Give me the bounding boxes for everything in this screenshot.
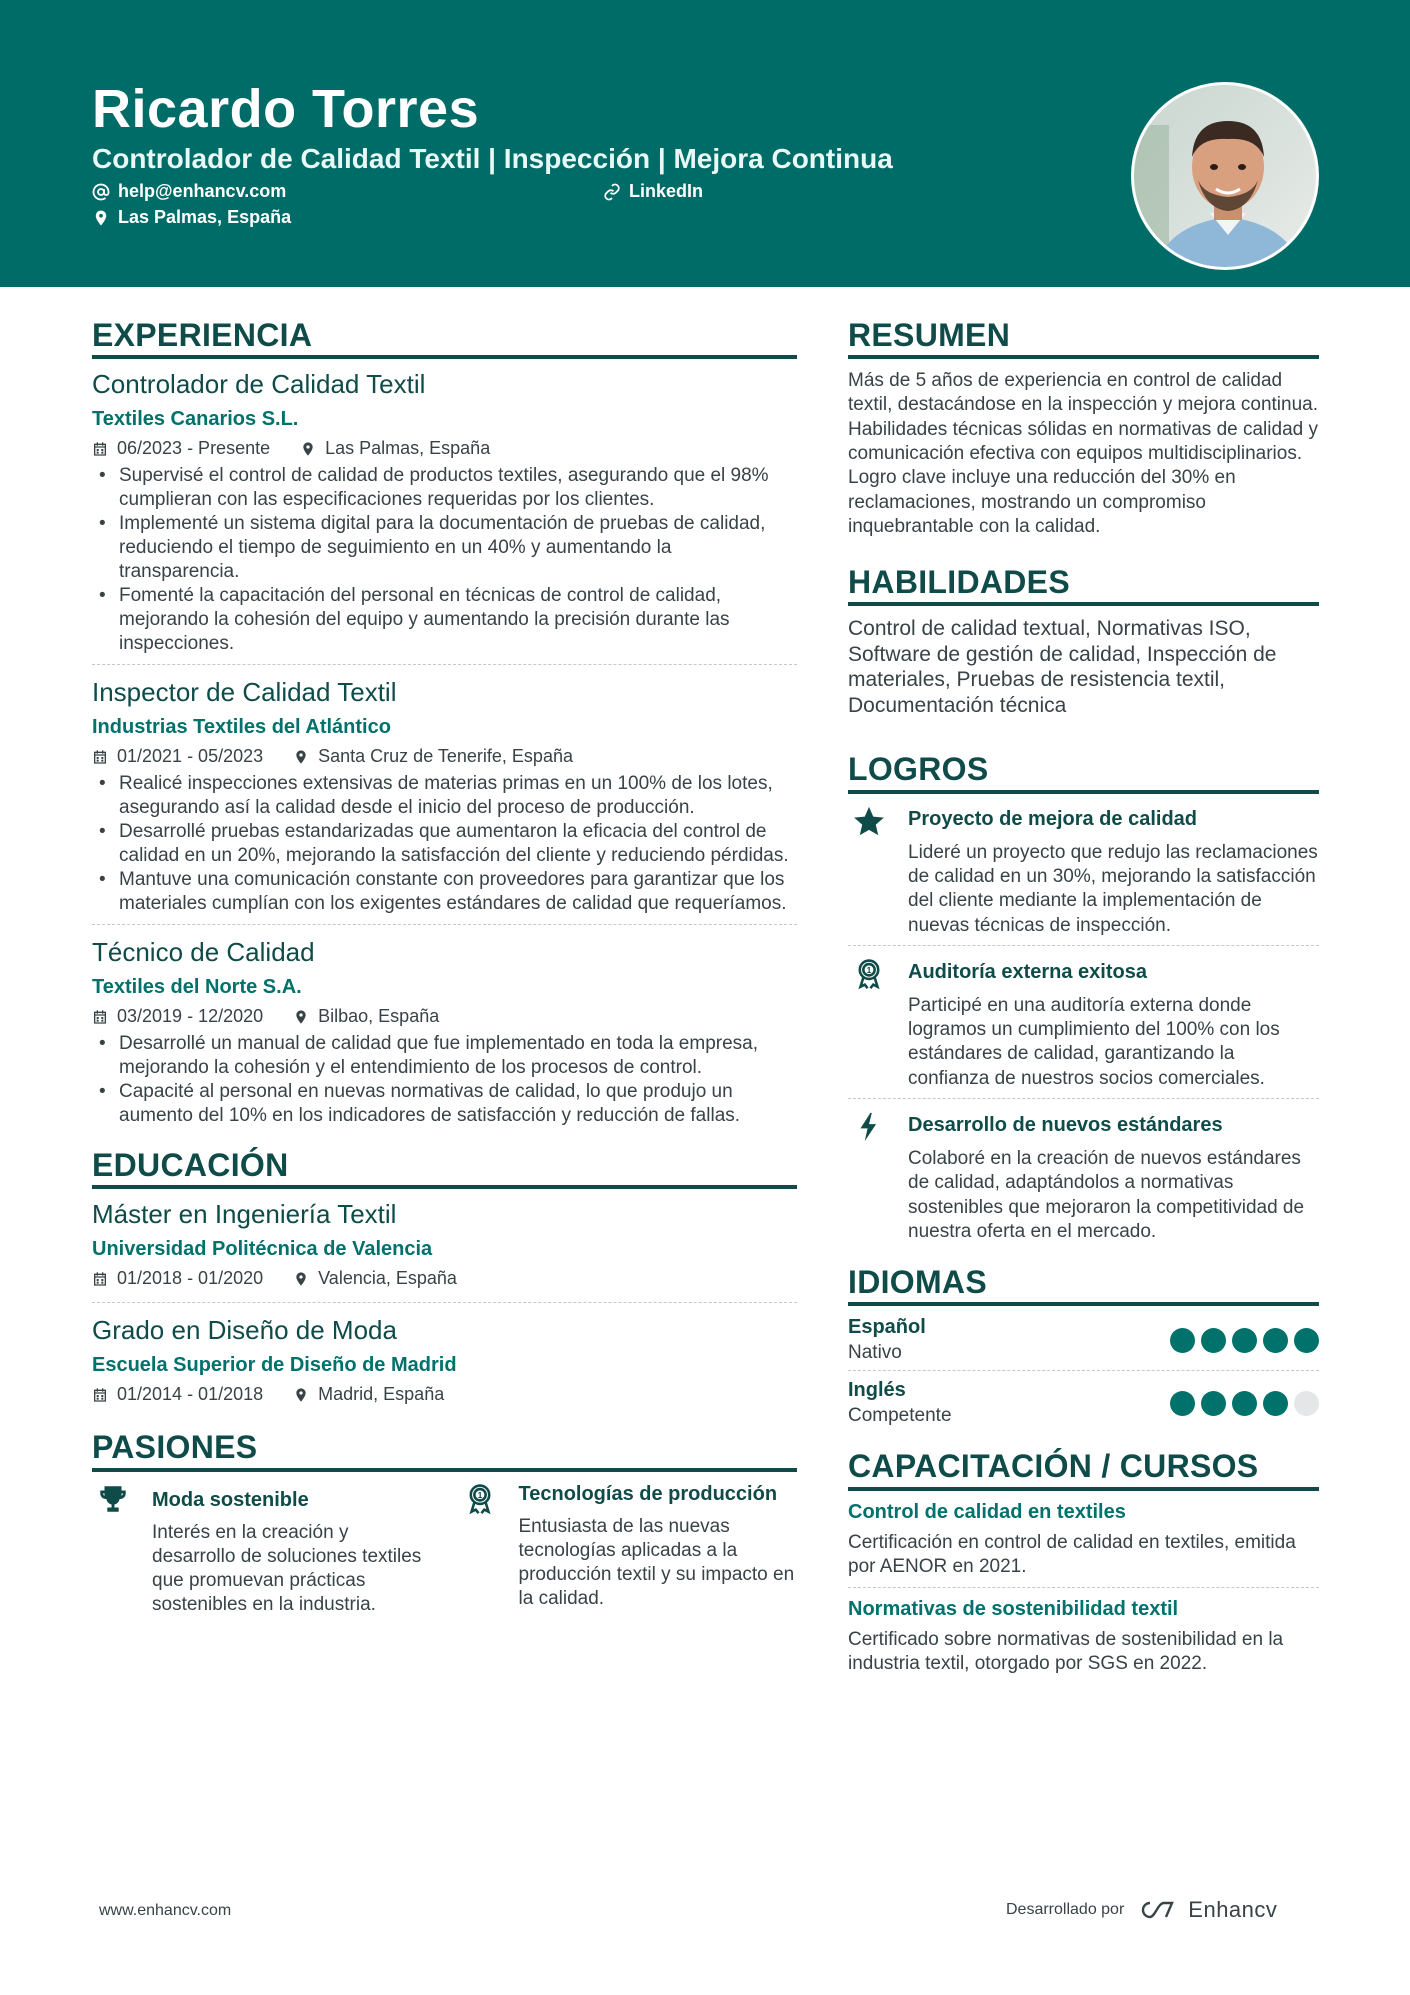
course-text: Certificación en control de calidad en textiles, emitida por AENOR en 2021. — [848, 1531, 1296, 1577]
bullet-item: • Mantuve una comunicación constante con proveedores para garantizar que los materiales cumplían con los exigentes estándares de calidad que requeríamos. — [92, 868, 797, 916]
job-dates: 01/2021 - 05/2023 — [117, 746, 264, 767]
language-level: Nativo — [848, 1342, 902, 1364]
education-location: Madrid, España — [318, 1384, 445, 1405]
education-meta — [92, 1268, 797, 1289]
job-entry — [92, 677, 797, 925]
bullet-item: • Desarrollé un manual de calidad que fue implementado en toda la empresa, mejorando la cohesión y el entendimiento de los procesos de control. — [92, 1032, 797, 1080]
job-meta — [92, 1006, 797, 1027]
job-bullets — [92, 1032, 797, 1128]
rating-dot-filled — [1263, 1328, 1288, 1353]
svg-text:1: 1 — [866, 964, 872, 975]
candidate-title: Controlador de Calidad Textil | Inspección | Mejora Continua — [92, 143, 893, 174]
passion-text: Interés en la creación y desarrollo de soluciones textiles que promuevan prácticas sostenibles en la industria. — [152, 1521, 422, 1616]
calendar-icon — [92, 749, 108, 765]
job-location: Bilbao, España — [318, 1006, 440, 1027]
bolt-icon — [852, 1110, 886, 1144]
education-location: Valencia, España — [318, 1268, 457, 1289]
summary-heading: RESUMEN — [848, 318, 1319, 359]
rating-dot-filled — [1263, 1391, 1288, 1416]
bullet-item: • Supervisé el control de calidad de productos textiles, asegurando que el 98% cumplieran con las especificaciones requeridas por los clientes. — [92, 464, 797, 512]
education-heading: EDUCACIÓN — [92, 1148, 797, 1189]
calendar-icon — [92, 1009, 108, 1025]
achievement-title: Proyecto de mejora de calidad — [908, 807, 1197, 830]
left-column — [92, 318, 797, 1618]
enhancv-logo[interactable] — [1136, 1897, 1277, 1923]
linkedin-text: LinkedIn — [629, 181, 704, 201]
job-bullets — [92, 464, 797, 656]
job-meta — [92, 438, 797, 459]
bullet-item: • Realicé inspecciones extensivas de materias primas en un 100% de los lotes, asegurando así la calidad desde el inicio del proceso de producción. — [92, 772, 797, 820]
calendar-icon — [92, 441, 108, 457]
right-column — [848, 318, 1319, 1695]
passions-list — [92, 1482, 797, 1618]
language-item — [848, 1316, 1319, 1371]
award-icon — [852, 957, 886, 991]
course-item — [848, 1501, 1319, 1589]
language-level: Competente — [848, 1405, 952, 1427]
map-pin-icon — [293, 749, 309, 765]
degree-title: Máster en Ingeniería Textil — [92, 1199, 397, 1230]
rating-dot-filled — [1294, 1328, 1319, 1353]
education-entry — [92, 1315, 797, 1418]
language-name: Español — [848, 1316, 926, 1339]
achievement-text: Participé en una auditoría externa donde logramos un cumplimiento del 100% con los estándares de calidad, garantizando la confianza de nuestros socios comerciales. — [908, 994, 1280, 1089]
star-icon — [852, 804, 886, 838]
language-item — [848, 1379, 1319, 1433]
bullet-item: • Fomenté la capacitación del personal en técnicas de control de calidad, mejorando la cohesión del equipo y aumentando la precisión durante las inspecciones. — [92, 584, 797, 656]
rating-dot-filled — [1170, 1391, 1195, 1416]
passion-text: Entusiasta de las nuevas tecnologías aplicadas a la producción textil y su impacto en la calidad. — [518, 1515, 795, 1610]
bullet-item: • Implementé un sistema digital para la documentación de pruebas de calidad, reduciendo el tiempo de seguimiento en un 40% y aumentando la transparencia. — [92, 512, 797, 584]
brand-name: Enhancv — [1188, 1897, 1278, 1922]
job-location: Las Palmas, España — [325, 438, 491, 459]
school-name: Universidad Politécnica de Valencia — [92, 1238, 433, 1261]
enhancv-logo-icon — [1136, 1898, 1182, 1922]
bullet-item: • Desarrollé pruebas estandarizadas que aumentaron la eficacia del control de calidad en un 20%, mejorando la satisfacción del cliente y reduciendo pérdidas. — [92, 820, 797, 868]
job-title: Inspector de Calidad Textil — [92, 677, 397, 708]
education-dates: 01/2014 - 01/2018 — [117, 1384, 264, 1405]
achievement-item — [848, 957, 1319, 1099]
job-dates: 06/2023 - Presente — [117, 438, 271, 459]
achievement-title: Auditoría externa exitosa — [908, 960, 1147, 983]
job-bullets — [92, 772, 797, 916]
award-icon — [463, 1482, 497, 1516]
summary-text: Más de 5 años de experiencia en control de calidad textil, destacándose en la inspección y mejora continua. Habilidades técnicas sólidas en normativas de calidad y comunicación efectiva con equipos multidisciplinarios. Logro clave incluye una reducción del 30% en reclamaciones, mostrando un compromiso inquebrantable con la calidad. — [848, 370, 1318, 537]
svg-text:1: 1 — [477, 1489, 482, 1500]
education-entry — [92, 1199, 797, 1303]
company-name: Textiles Canarios S.L. — [92, 408, 299, 431]
achievement-item — [848, 804, 1319, 946]
linkedin-contact[interactable] — [603, 181, 703, 202]
job-location: Santa Cruz de Tenerife, España — [318, 746, 573, 767]
profile-photo — [1131, 82, 1319, 270]
job-entry — [92, 937, 797, 1136]
achievement-title: Desarrollo de nuevos estándares — [908, 1114, 1223, 1137]
avatar-image — [1134, 85, 1319, 270]
footer-website[interactable]: www.enhancv.com — [99, 1902, 232, 1919]
passion-title: Tecnologías de producción — [518, 1482, 778, 1505]
job-entry — [92, 369, 797, 665]
language-name: Inglés — [848, 1379, 906, 1402]
rating-dot-filled — [1201, 1391, 1226, 1416]
email-contact[interactable] — [92, 181, 286, 202]
course-text: Certificado sobre normativas de sostenibilidad en la industria textil, otorgado por SGS en 2022. — [848, 1629, 1284, 1675]
language-rating — [1170, 1391, 1319, 1416]
calendar-icon — [92, 1271, 108, 1287]
footer-branding — [1006, 1897, 1277, 1923]
company-name: Textiles del Norte S.A. — [92, 976, 302, 999]
skills-text: Control de calidad textual, Normativas ISO, Software de gestión de calidad, Inspección de materiales, Pruebas de resistencia textil, Documentación técnica — [848, 617, 1277, 717]
education-dates: 01/2018 - 01/2020 — [117, 1268, 264, 1289]
job-dates: 03/2019 - 12/2020 — [117, 1006, 264, 1027]
achievement-text: Colaboré en la creación de nuevos estándares de calidad, adaptándolos a normativas sostenibles que mejoraron la competitividad de nuestra oferta en el mercado. — [908, 1148, 1305, 1242]
courses-heading: CAPACITACIÓN / CURSOS — [848, 1449, 1319, 1490]
experience-heading: EXPERIENCIA — [92, 318, 797, 359]
map-pin-icon — [92, 209, 110, 227]
map-pin-icon — [293, 1271, 309, 1287]
course-item — [848, 1598, 1319, 1685]
resume-header — [0, 0, 1410, 287]
passions-heading: PASIONES — [92, 1430, 797, 1471]
job-title: Técnico de Calidad — [92, 937, 315, 968]
passion-item — [92, 1482, 431, 1618]
at-icon — [92, 183, 110, 201]
map-pin-icon — [300, 441, 316, 457]
rating-dot-filled — [1201, 1328, 1226, 1353]
calendar-icon — [92, 1387, 108, 1403]
company-name: Industrias Textiles del Atlántico — [92, 716, 391, 739]
email-text: help@enhancv.com — [118, 181, 287, 201]
degree-title: Grado en Diseño de Moda — [92, 1315, 397, 1346]
job-title: Controlador de Calidad Textil — [92, 369, 426, 400]
languages-heading: IDIOMAS — [848, 1265, 1319, 1306]
achievement-text: Lideré un proyecto que redujo las reclamaciones de calidad en un 30%, mejorando la satisfacción del cliente mediante la implementación de nuevas técnicas de inspección. — [908, 841, 1318, 936]
language-rating — [1170, 1328, 1319, 1353]
rating-dot-filled — [1232, 1391, 1257, 1416]
school-name: Escuela Superior de Diseño de Madrid — [92, 1354, 457, 1377]
trophy-icon — [96, 1482, 130, 1516]
location-contact — [92, 207, 291, 228]
candidate-name: Ricardo Torres — [92, 79, 480, 139]
passion-item — [459, 1482, 798, 1618]
bullet-item: • Capacité al personal en nuevas normativas de calidad, lo que produjo un aumento del 10% en los indicadores de satisfacción y reducción de fallas. — [92, 1080, 797, 1128]
skills-heading: HABILIDADES — [848, 565, 1319, 606]
rating-dot-filled — [1232, 1328, 1257, 1353]
rating-dot-empty — [1294, 1391, 1319, 1416]
link-icon — [603, 183, 621, 201]
job-meta — [92, 746, 797, 767]
location-text: Las Palmas, España — [118, 207, 292, 227]
rating-dot-filled — [1170, 1328, 1195, 1353]
map-pin-icon — [293, 1387, 309, 1403]
education-meta — [92, 1384, 797, 1405]
course-title: Normativas de sostenibilidad textil — [848, 1598, 1179, 1621]
course-title: Control de calidad en textiles — [848, 1500, 1126, 1523]
achievement-item — [848, 1110, 1319, 1251]
achievements-heading: LOGROS — [848, 752, 1319, 793]
passion-title: Moda sostenible — [152, 1488, 309, 1511]
powered-by-text: Desarrollado por — [1006, 1901, 1125, 1918]
map-pin-icon — [293, 1009, 309, 1025]
